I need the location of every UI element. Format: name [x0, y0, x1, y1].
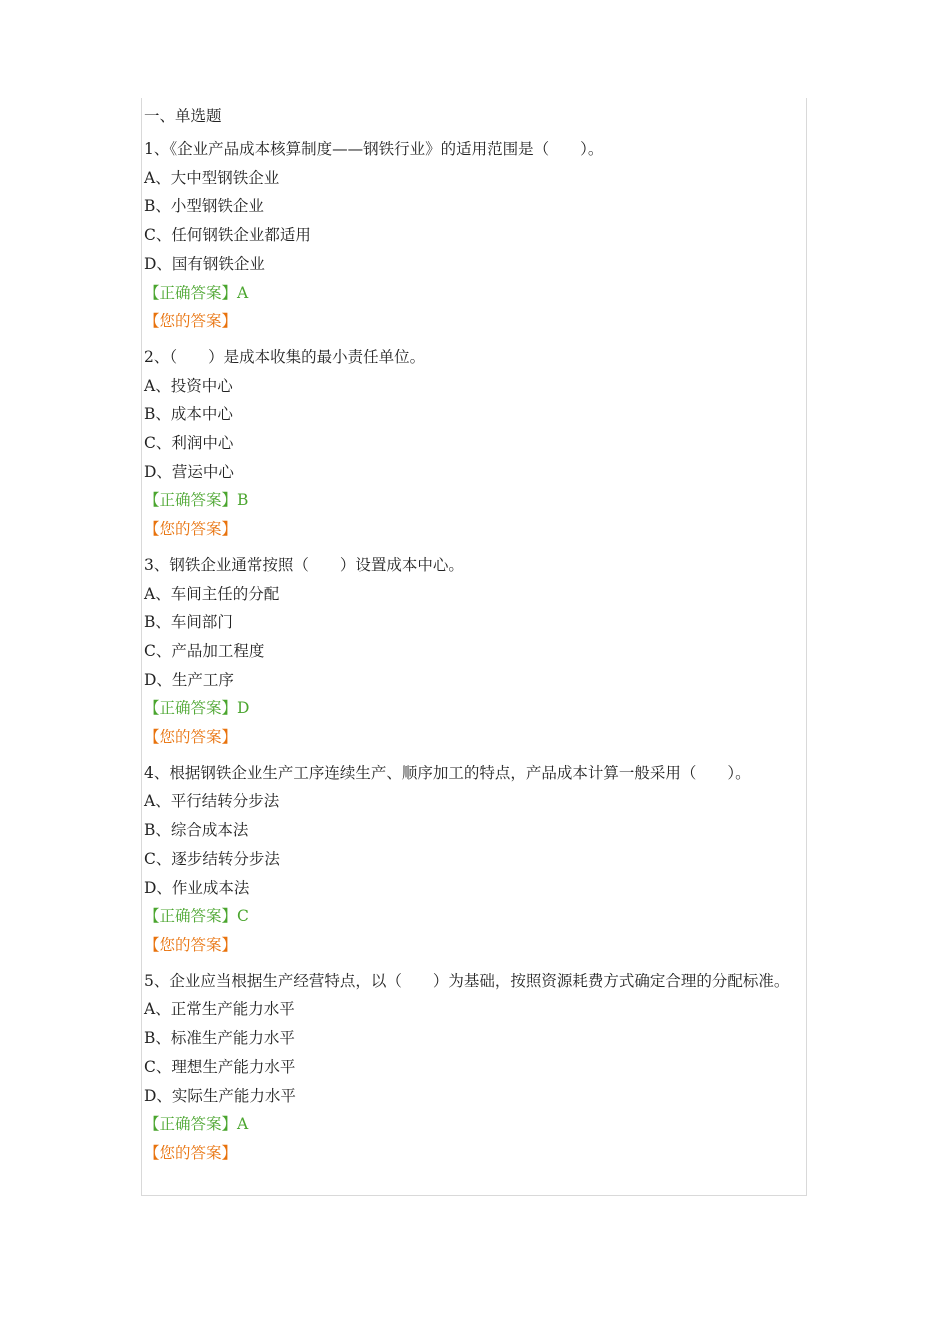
option-d: D、营运中心 [144, 462, 234, 481]
option-a: A、投资中心 [144, 376, 233, 395]
option-a: A、平行结转分步法 [144, 792, 280, 811]
option-a: A、车间主任的分配 [144, 584, 280, 603]
option-d: D、实际生产能力水平 [144, 1086, 296, 1105]
question-stem: 4、根据钢铁企业生产工序连续生产、顺序加工的特点，产品成本计算一般采用（ ）。 [144, 763, 751, 782]
correct-answer-value: C [237, 907, 249, 926]
question-stem: 5、企业应当根据生产经营特点，以（ ）为基础，按照资源耗费方式确定合理的分配标准。 [144, 971, 790, 990]
correct-answer [144, 694, 808, 723]
question-stem: 2、（ ）是成本收集的最小责任单位。 [144, 347, 426, 366]
your-answer-label: 【您的答案】 [144, 520, 238, 539]
section-title: 一、单选题 [144, 107, 222, 125]
question-3 [144, 551, 808, 752]
question-4 [144, 759, 808, 960]
correct-answer-label: 【正确答案】 [144, 491, 238, 510]
question-5 [144, 967, 808, 1168]
quiz-content [144, 102, 808, 1175]
question-stem: 1、《企业产品成本核算制度——钢铁行业》的适用范围是（ ）。 [144, 140, 604, 158]
correct-answer-value: B [237, 491, 249, 510]
question-stem: 3、钢铁企业通常按照（ ）设置成本中心。 [144, 555, 464, 574]
option-d: D、国有钢铁企业 [144, 254, 265, 273]
correct-answer-value: A [237, 1115, 249, 1134]
question-2 [144, 343, 808, 544]
option-c: C、逐步结转分步法 [144, 849, 280, 868]
option-b: B、车间部门 [144, 613, 233, 632]
your-answer-label: 【您的答案】 [144, 935, 238, 954]
option-b: B、标准生产能力水平 [144, 1029, 295, 1048]
correct-answer-label: 【正确答案】 [144, 699, 238, 718]
option-a: A、大中型钢铁企业 [144, 168, 280, 187]
option-b: B、成本中心 [144, 405, 233, 424]
option-c: C、利润中心 [144, 434, 234, 453]
your-answer-label: 【您的答案】 [144, 312, 238, 331]
option-b: B、综合成本法 [144, 821, 249, 840]
correct-answer-value: D [237, 699, 250, 718]
correct-answer-label: 【正确答案】 [144, 907, 238, 926]
correct-answer [144, 279, 808, 308]
correct-answer [144, 486, 808, 515]
option-d: D、生产工序 [144, 670, 234, 689]
option-b: B、小型钢铁企业 [144, 197, 264, 216]
option-d: D、作业成本法 [144, 878, 250, 897]
question-1 [144, 135, 808, 336]
correct-answer-value: A [237, 283, 249, 302]
correct-answer-label: 【正确答案】 [144, 283, 238, 302]
your-answer-label: 【您的答案】 [144, 728, 238, 747]
correct-answer [144, 1110, 808, 1139]
correct-answer [144, 902, 808, 931]
option-c: C、理想生产能力水平 [144, 1057, 296, 1076]
option-c: C、产品加工程度 [144, 641, 265, 660]
correct-answer-label: 【正确答案】 [144, 1115, 238, 1134]
option-c: C、任何钢铁企业都适用 [144, 226, 311, 245]
your-answer-label: 【您的答案】 [144, 1143, 238, 1162]
option-a: A、正常生产能力水平 [144, 1000, 295, 1019]
